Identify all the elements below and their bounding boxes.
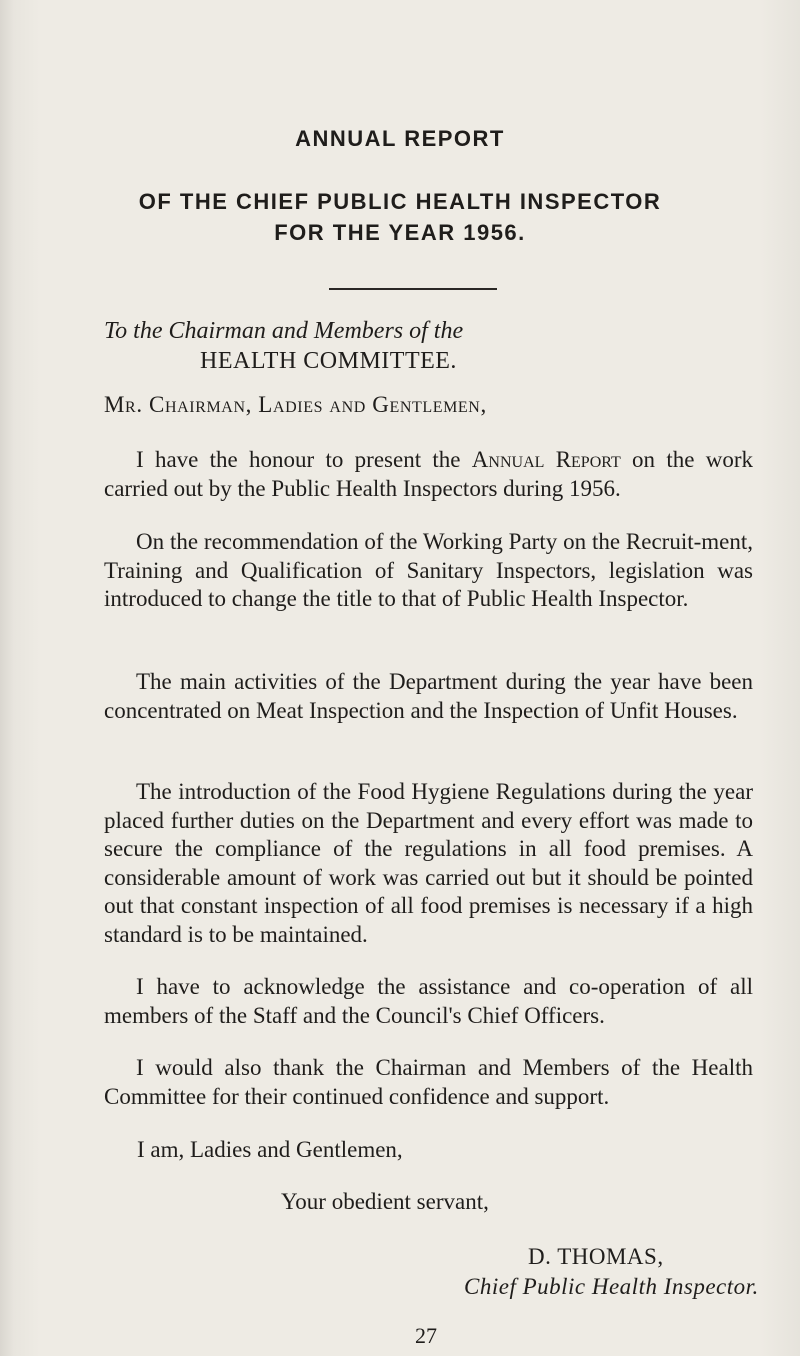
divider-rule: [329, 288, 497, 290]
closing-line2: Your obedient servant,: [281, 1189, 489, 1214]
signature-name: D. THOMAS,: [528, 1244, 664, 1269]
report-subtitle-line1: OF THE CHIEF PUBLIC HEALTH INSPECTOR: [138, 189, 662, 214]
paragraph-6: I would also thank the Chairman and Members of the Health Committee for their continued confidence and support.: [104, 1055, 753, 1109]
paragraph-1: [104, 446, 753, 503]
paragraph-1-emphasis: Annual Report: [471, 447, 621, 472]
signature-title: Chief Public Health Inspector.: [464, 1274, 759, 1299]
salutation: Mr. Chairman, Ladies and Gentlemen,: [104, 392, 487, 417]
address-committee: HEALTH COMMITTEE.: [200, 348, 457, 374]
paragraph-5: I have to acknowledge the assistance and co-operation of all members of the Staff and the Council's Chief Officers.: [104, 974, 753, 1028]
page-number: 27: [415, 1323, 437, 1348]
address-line1: To the Chairman and Members of the: [104, 318, 464, 344]
report-title: ANNUAL REPORT: [295, 126, 505, 151]
paragraph-3: The main activities of the Department during the year have been concentrated on Meat Inspection and the Inspection of Unfit Houses.: [104, 669, 753, 723]
paragraph-1-start: I have the honour to present the: [136, 447, 472, 472]
paragraph-2: On the recommendation of the Working Party on the Recruit-ment, Training and Qualification of Sanitary Inspectors, legislation was introduced to change the title to that of Public Health Inspector.: [104, 529, 753, 611]
paragraph-4: The introduction of the Food Hygiene Regulations during the year placed further duties on the Department and every effort was made to secure the compliance of the regulations in all food premises. A considerable amount of work was carried out but it should be pointed out that constant inspection of all food premises is necessary if a high standard is to be maintained.: [104, 779, 753, 947]
closing-line1: I am, Ladies and Gentlemen,: [137, 1137, 403, 1162]
paragraph-1-end: on the work carried out by the Public Health Inspectors during 1956.: [104, 447, 753, 501]
report-subtitle-line2: FOR THE YEAR 1956.: [274, 220, 526, 245]
